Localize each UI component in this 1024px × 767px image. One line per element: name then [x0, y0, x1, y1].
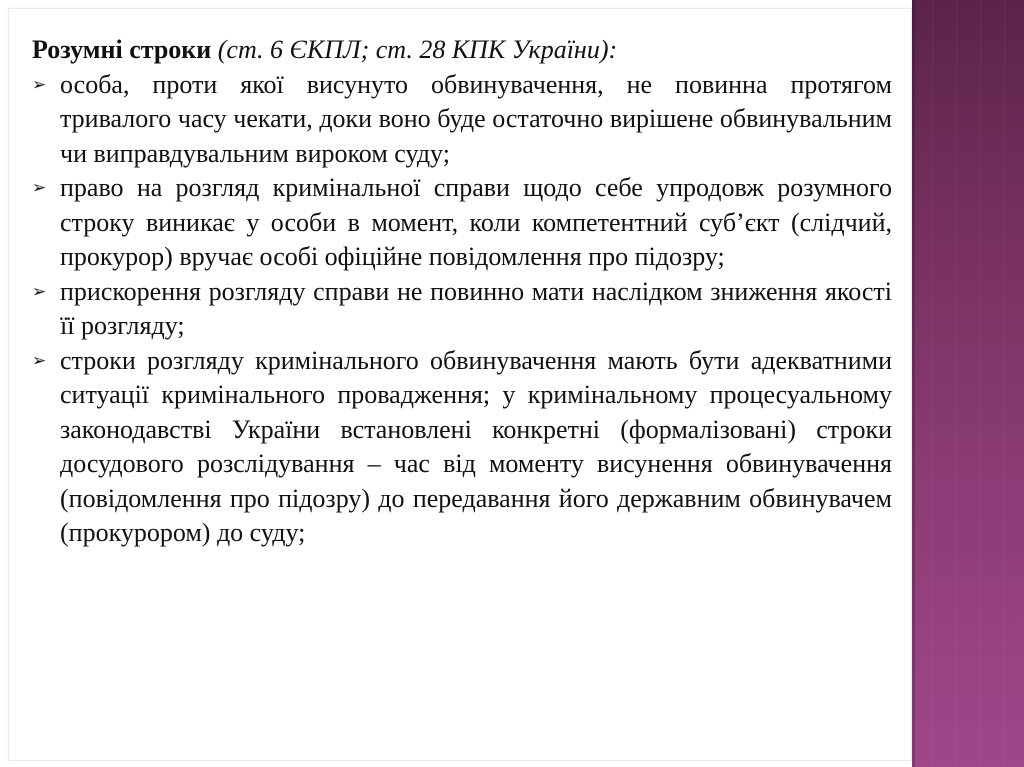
side-band-stripe [932, 0, 933, 767]
bullet-list [32, 68, 892, 551]
arrow-bullet-icon: ➢ [32, 350, 47, 371]
side-band-stripe [980, 0, 981, 767]
side-band-stripe [956, 0, 957, 767]
list-item [32, 171, 892, 275]
heading-reference: (ст. 6 ЄКПЛ; ст. 28 КПК України): [217, 35, 618, 64]
arrow-bullet-icon: ➢ [32, 74, 47, 95]
slide-heading [32, 33, 892, 68]
heading-title: Розумні строки [32, 35, 212, 64]
side-band-stripe [1004, 0, 1005, 767]
list-item-text: прискорення розгляду справи не повинно мати наслідком зниження якості її розгляду; [60, 276, 892, 340]
decorative-side-band [912, 0, 1024, 767]
list-item-text: особа, проти якої висунуто обвинувачення, не повинна протягом тривалого часу чекати, доки воно буде остаточно вирішене обвинувальним чи виправдувальним вироком суду; [60, 69, 892, 168]
slide-content [32, 33, 892, 551]
side-band-edge [912, 0, 915, 767]
list-item [32, 68, 892, 172]
list-item [32, 344, 892, 551]
arrow-bullet-icon: ➢ [32, 178, 47, 198]
list-item [32, 275, 892, 344]
list-item-text: строки розгляду кримінального обвинувачення мають бути адекватними ситуації кримінального провадження; у кримінальному процесуальному законодавстві України встановлені конкретні (формалізовані) строки досудового розслідування – час від моменту висунення обвинувачення (повідомлення про підозру) до передавання його державним обвинувачем (прокурором) до суду; [60, 345, 892, 547]
arrow-bullet-icon: ➢ [32, 281, 47, 302]
list-item-text: право на розгляд кримінальної справи щодо себе упродовж розумного строку виникає у особи в момент, коли компетентний суб’єкт (слідчий, прокурор) вручає особі офіційне повідомлення про підозру; [60, 173, 892, 271]
